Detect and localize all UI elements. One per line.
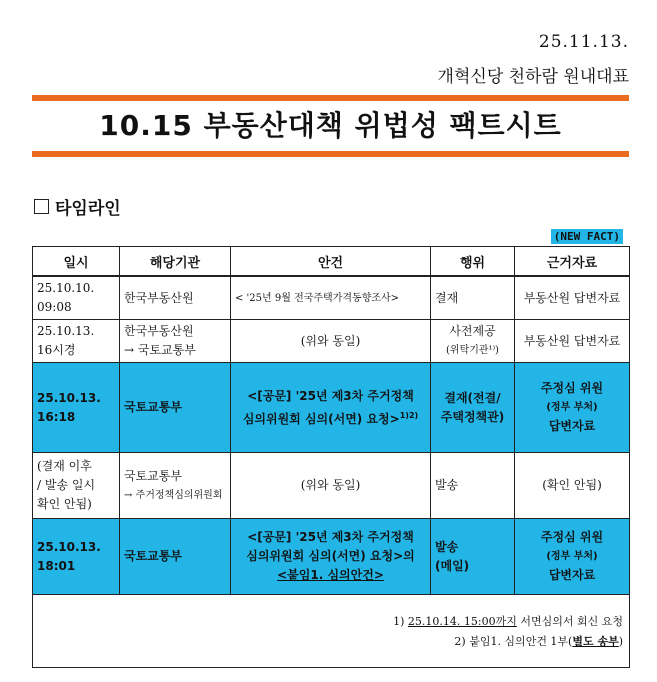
cell-date: 25.10.10. 09:08 <box>33 276 120 320</box>
cell-action: 결재 <box>431 276 515 320</box>
cell-source: 주정심 위원 (정부 부처) 답변자료 <box>515 519 630 595</box>
cell-agenda: < '25년 9월 전국주택가격동향조사> <box>231 276 431 320</box>
cell-source: 부동산원 답변자료 <box>515 276 630 320</box>
cell-agenda: (위와 동일) <box>231 453 431 519</box>
footnote-row <box>33 595 630 668</box>
table-row <box>33 320 630 363</box>
table-row <box>33 519 630 595</box>
cell-agenda: <[공문] '25년 제3차 주거정책 심의위원회 심의(서면) 요청>$^{1)2)}$ <box>231 363 431 453</box>
table-row <box>33 363 630 453</box>
bottom-accent-bar <box>32 151 629 157</box>
document-title: 10.15 부동산대책 위법성 팩트시트 <box>99 109 562 142</box>
author-line: 개혁신당 천하람 원내대표 <box>437 67 629 87</box>
footnotes <box>33 595 630 668</box>
cell-date: 25.10.13. 16시경 <box>33 320 120 363</box>
table-row <box>33 453 630 519</box>
cell-date: 25.10.13. 18:01 <box>33 519 120 595</box>
col-header-source: 근거자료 <box>515 247 630 277</box>
cell-source: 주정심 위원 (정부 부처) 답변자료 <box>515 363 630 453</box>
cell-action: 사전제공 (위탁기관¹⁾) <box>431 320 515 363</box>
footnote-1: 1) 25.10.14. 15:00까지 서면심의서 회신 요청 <box>393 615 623 628</box>
cell-org: 국토교통부 <box>120 519 231 595</box>
cell-org: 국토교통부 <box>120 363 231 453</box>
cell-action: 발송 (메일) <box>431 519 515 595</box>
cell-org: 한국부동산원 → 국토교통부 <box>120 320 231 363</box>
cell-source: 부동산원 답변자료 <box>515 320 630 363</box>
cell-date: 25.10.13. 16:18 <box>33 363 120 453</box>
date-line: 25.11.13. <box>538 32 629 52</box>
new-fact-badge: (NEW FACT) <box>551 229 623 244</box>
cell-action: 발송 <box>431 453 515 519</box>
section-label: 타임라인 <box>55 199 121 219</box>
col-header-action: 행위 <box>431 247 515 277</box>
cell-org: 국토교통부 → 주거정책심의위원회 <box>120 453 231 519</box>
cell-date: (결재 이후 / 발송 일시 확인 안됨) <box>33 453 120 519</box>
footnote-2: 2) 붙임1. 심의안건 1부(별도 송부) <box>454 635 623 648</box>
cell-agenda: (위와 동일) <box>231 320 431 363</box>
timeline-table <box>32 246 630 668</box>
col-header-date: 일시 <box>33 247 120 277</box>
cell-agenda: <[공문] '25년 제3차 주거정책 심의위원회 심의(서면) 요청>의 <붙임1. 심의안건> <box>231 519 431 595</box>
cell-org: 한국부동산원 <box>120 276 231 320</box>
cell-action: 결재(전결/ 주택정책관) <box>431 363 515 453</box>
top-accent-bar <box>32 95 629 101</box>
checkbox-icon <box>34 199 49 214</box>
cell-source: (확인 안됨) <box>515 453 630 519</box>
section-heading <box>34 194 121 219</box>
col-header-agenda: 안건 <box>231 247 431 277</box>
table-row <box>33 276 630 320</box>
col-header-org: 해당기관 <box>120 247 231 277</box>
table-header-row <box>33 247 630 277</box>
